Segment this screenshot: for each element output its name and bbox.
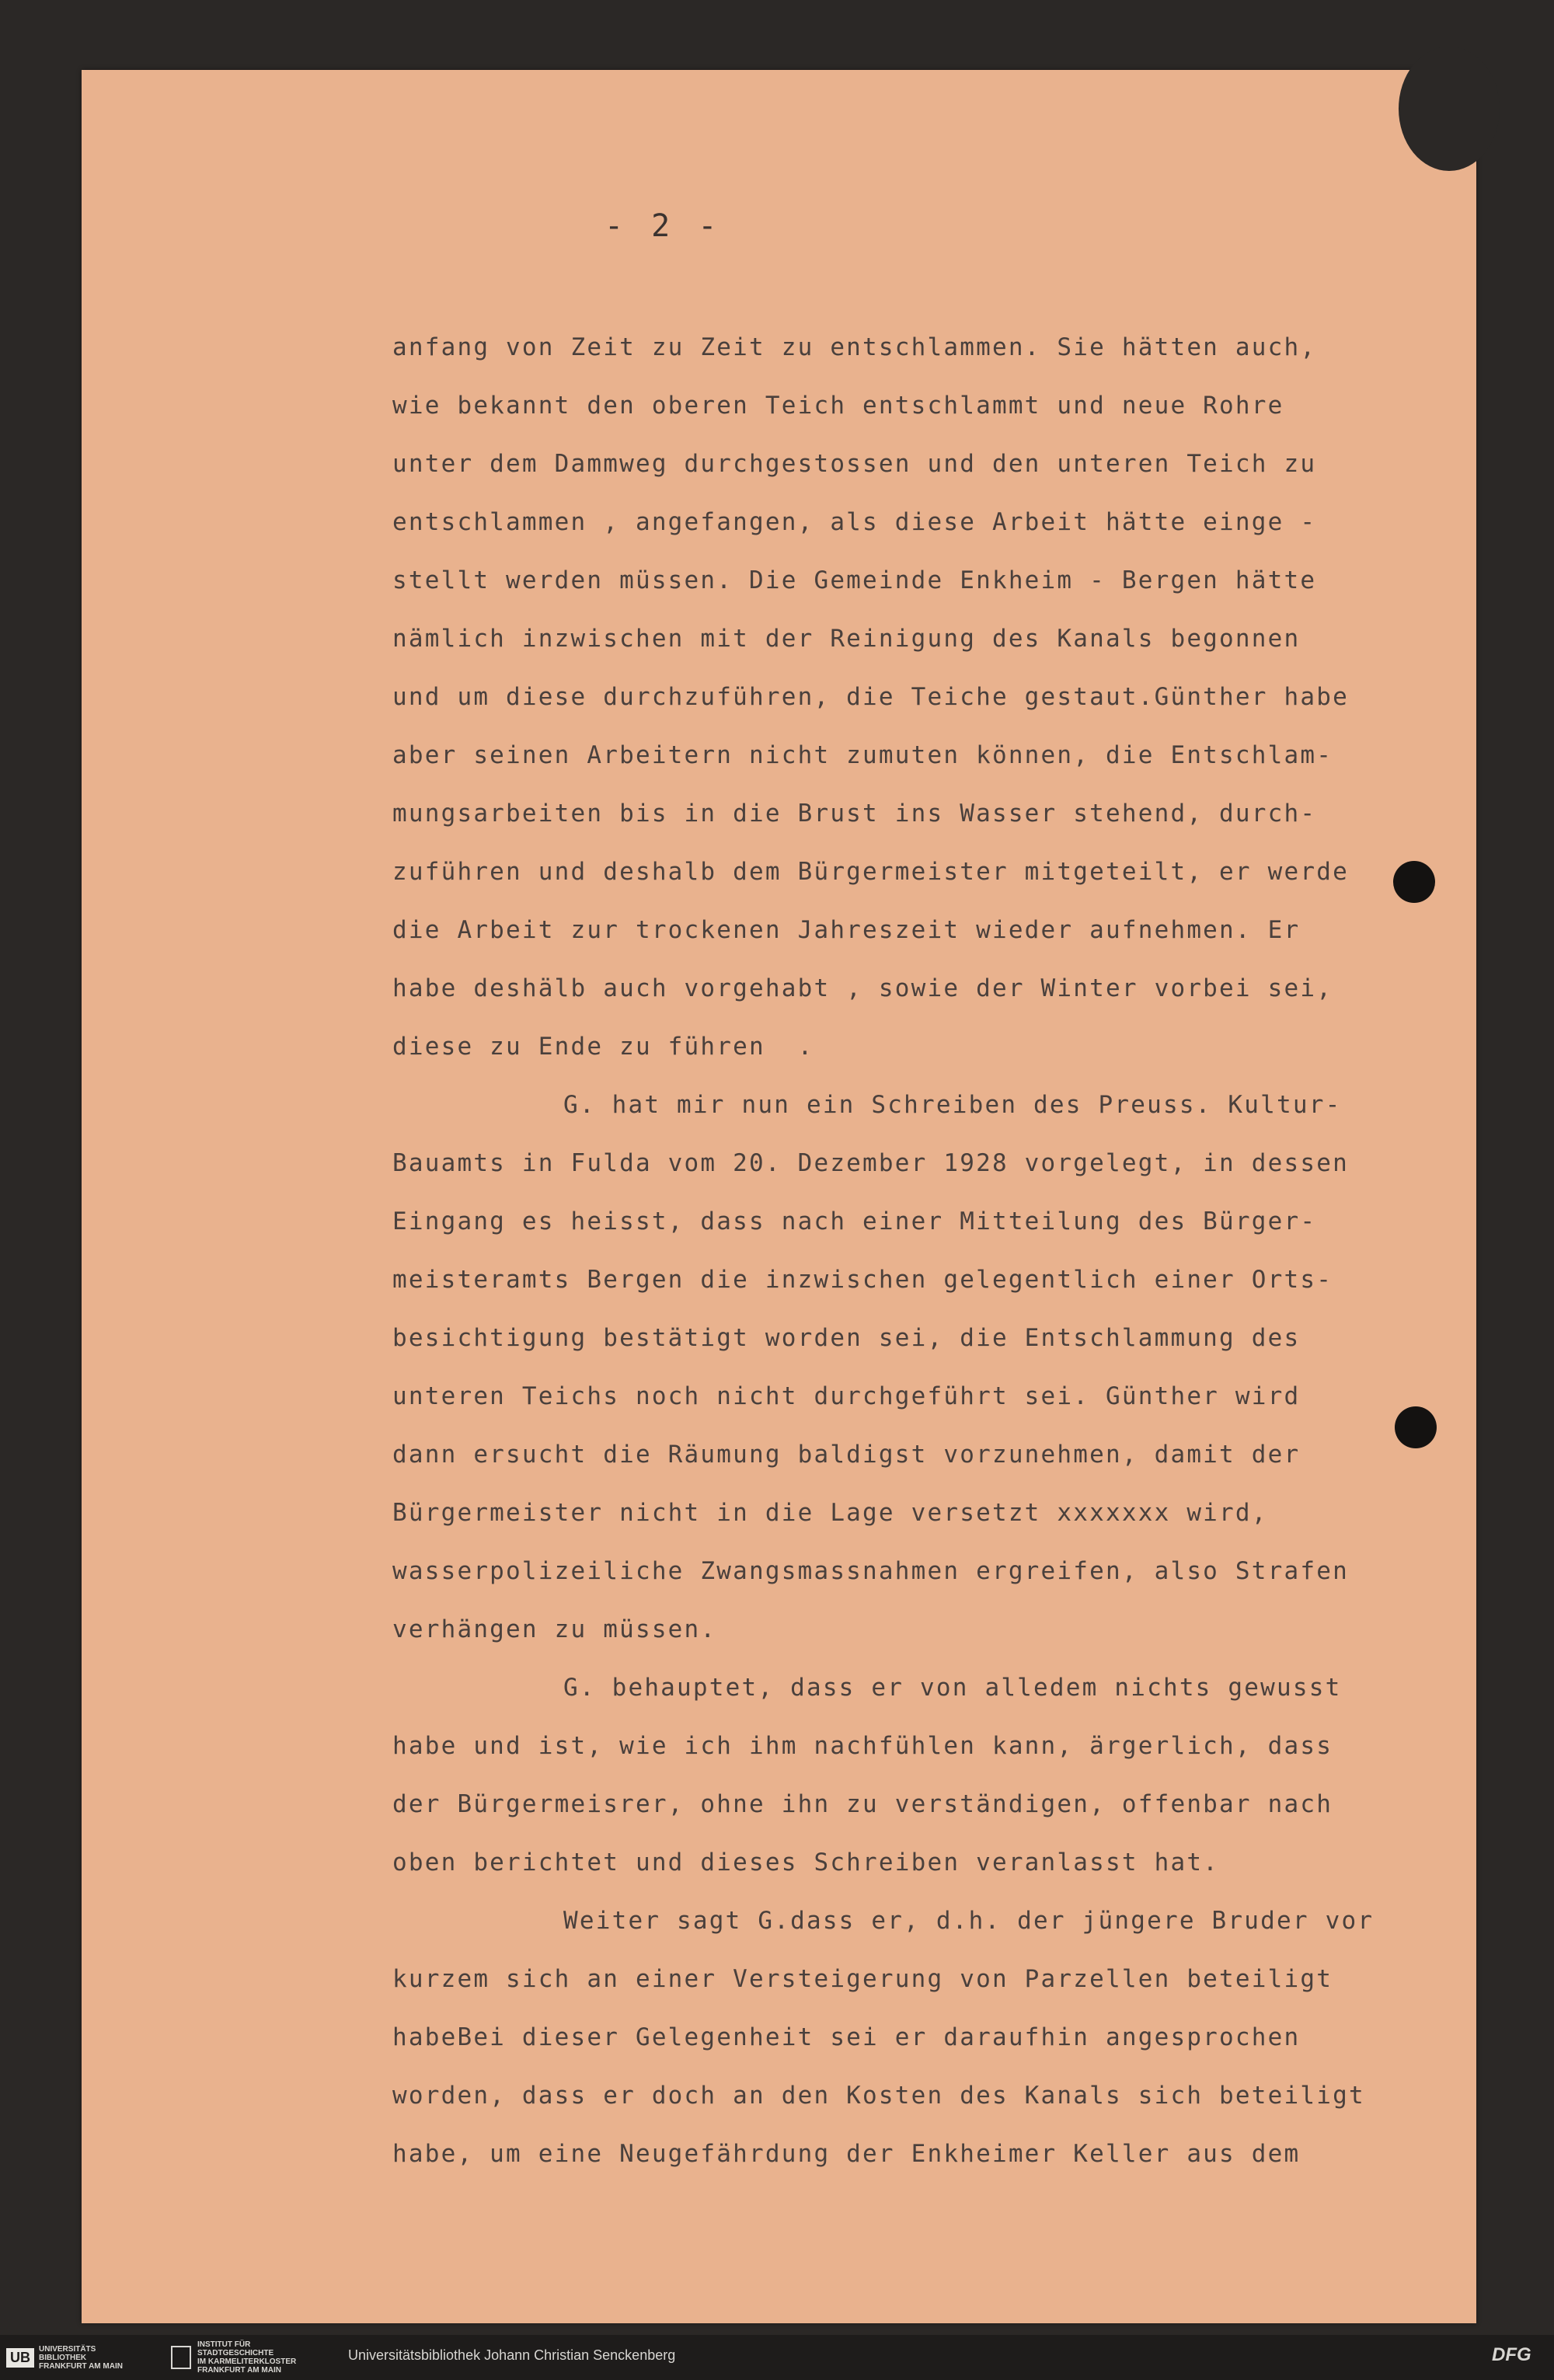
text-line: meisteramts Bergen die inzwischen gelegentlich einer Orts- — [392, 1266, 1333, 1294]
page-number: - 2 - — [605, 208, 722, 244]
text-line: habe deshälb auch vorgehabt , sowie der Winter vorbei sei, — [392, 974, 1333, 1002]
text-line: entschlammen , angefangen, als diese Arbeit hätte einge - — [392, 508, 1317, 536]
ub-logo-text: UNIVERSITÄTS BIBLIOTHEK FRANKFURT AM MAIN — [39, 2344, 123, 2371]
institute-logo[interactable] — [171, 2340, 297, 2375]
ub-logo[interactable] — [6, 2344, 123, 2371]
dfg-logo[interactable]: DFG — [1492, 2344, 1531, 2365]
torn-corner — [1399, 47, 1500, 171]
text-line: habe, um eine Neugefährdung der Enkheimer Keller aus dem — [392, 2140, 1301, 2168]
typed-text-body — [392, 319, 1480, 2183]
ub-badge: UB — [6, 2348, 34, 2368]
text-line: zuführen und deshalb dem Bürgermeister mitgeteilt, er werde — [392, 858, 1349, 886]
text-line: der Bürgermeisrer, ohne ihn zu verständigen, offenbar nach — [392, 1790, 1333, 1818]
text-line: unteren Teichs noch nicht durchgeführt sei. Günther wird — [392, 1382, 1301, 1410]
institute-emblem-icon — [171, 2346, 191, 2369]
text-line: G. behauptet, dass er von alledem nichts gewusst — [563, 1674, 1342, 1702]
text-line: kurzem sich an einer Versteigerung von Parzellen beteiligt — [392, 1965, 1333, 1993]
text-line: wie bekannt den oberen Teich entschlammt und neue Rohre — [392, 392, 1284, 420]
text-line: Bauamts in Fulda vom 20. Dezember 1928 vorgelegt, in dessen — [392, 1149, 1349, 1177]
library-name: Universitätsbibliothek Johann Christian Senckenberg — [348, 2347, 676, 2363]
text-line: Eingang es heisst, dass nach einer Mitteilung des Bürger- — [392, 1207, 1317, 1235]
text-line: Bürgermeister nicht in die Lage versetzt xxxxxxx wird, — [392, 1499, 1268, 1527]
text-line: stellt werden müssen. Die Gemeinde Enkheim - Bergen hätte — [392, 566, 1317, 594]
text-line: anfang von Zeit zu Zeit zu entschlammen. Sie hätten auch, — [392, 333, 1317, 361]
text-line: habe und ist, wie ich ihm nachfühlen kann, ärgerlich, dass — [392, 1732, 1333, 1760]
text-line: Weiter sagt G.dass er, d.h. der jüngere Bruder vor — [563, 1907, 1375, 1935]
text-line: und um diese durchzuführen, die Teiche gestaut.Günther habe — [392, 683, 1349, 711]
footer-bar — [0, 2335, 1554, 2380]
institute-logo-text: INSTITUT FÜR STADTGESCHICHTE IM KARMELITERKLOSTER FRANKFURT AM MAIN — [197, 2340, 297, 2375]
text-line: G. hat mir nun ein Schreiben des Preuss. Kultur- — [563, 1091, 1342, 1119]
text-line: die Arbeit zur trockenen Jahreszeit wieder aufnehmen. Er — [392, 916, 1301, 944]
text-line: wasserpolizeiliche Zwangsmassnahmen ergreifen, also Strafen — [392, 1557, 1349, 1585]
text-line: oben berichtet und dieses Schreiben veranlasst hat. — [392, 1849, 1220, 1876]
text-line: mungsarbeiten bis in die Brust ins Wasser stehend, durch- — [392, 800, 1317, 828]
text-line: nämlich inzwischen mit der Reinigung des Kanals begonnen — [392, 625, 1301, 653]
text-line: aber seinen Arbeitern nicht zumuten können, die Entschlam- — [392, 741, 1333, 769]
text-line: unter dem Dammweg durchgestossen und den unteren Teich zu — [392, 450, 1317, 478]
text-line: verhängen zu müssen. — [392, 1615, 717, 1643]
text-line: diese zu Ende zu führen . — [392, 1033, 814, 1061]
text-line: besichtigung bestätigt worden sei, die Entschlammung des — [392, 1324, 1301, 1352]
text-line: dann ersucht die Räumung baldigst vorzunehmen, damit der — [392, 1441, 1301, 1469]
text-line: habeBei dieser Gelegenheit sei er daraufhin angesprochen — [392, 2023, 1301, 2051]
text-line: worden, dass er doch an den Kosten des Kanals sich beteiligt — [392, 2082, 1365, 2110]
